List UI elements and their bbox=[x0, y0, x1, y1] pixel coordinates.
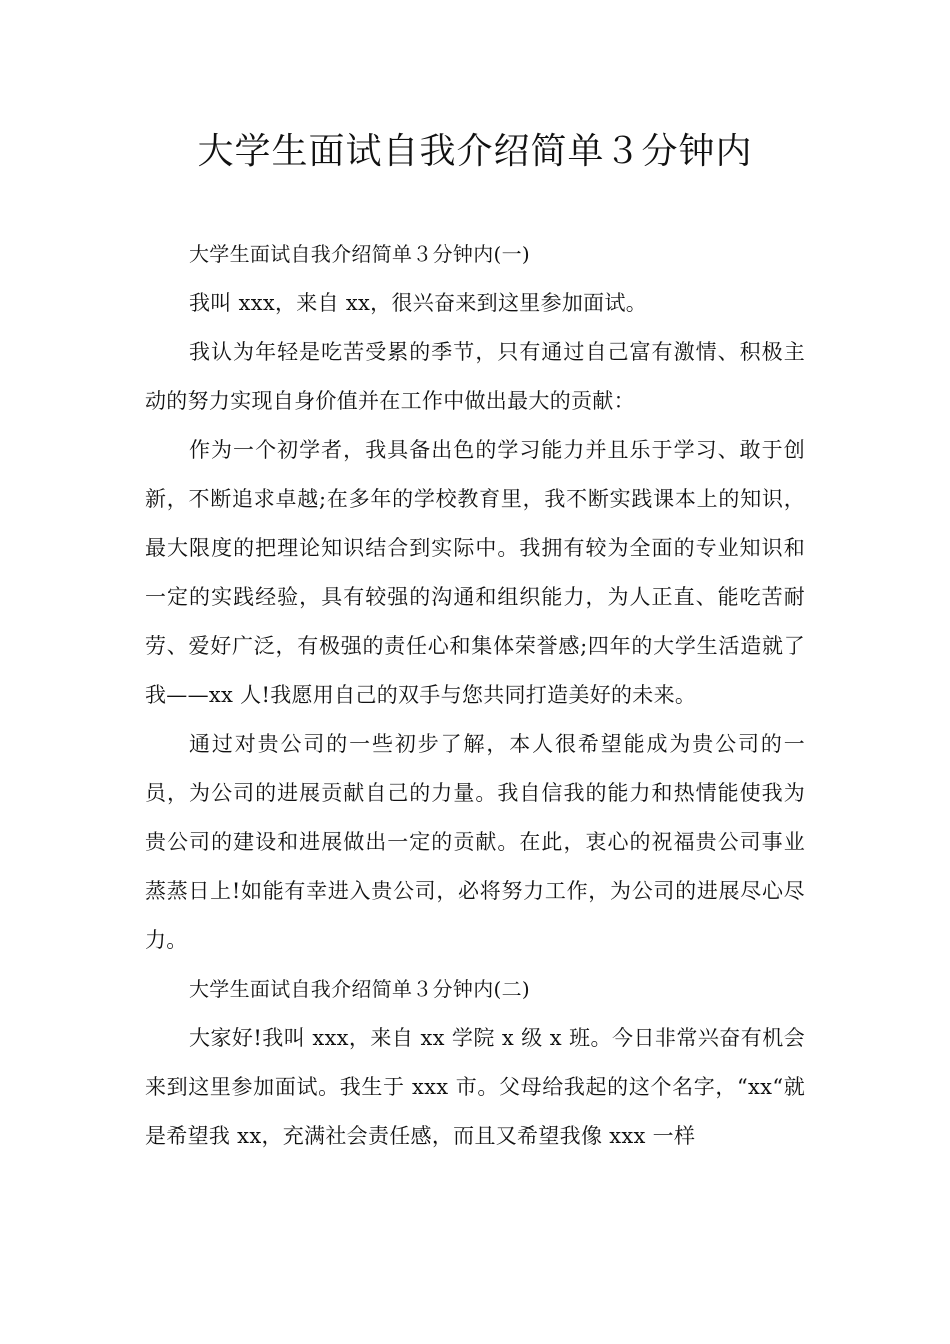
document-title: 大学生面试自我介绍简单３分钟内 bbox=[197, 131, 753, 172]
paragraph-abilities: 作为一个初学者，我具备出色的学习能力并且乐于学习、敢于创新，不断追求卓越;在多年的学校教育里，我不断实践课本上的知识，最大限度的把理论知识结合到实际中。我拥有较为全面的专业知识和一定的实践经验，具有较强的沟通和组织能力，为人正直、能吃苦耐劳、爱好广泛，有极强的责任心和集体荣誉感;四年的大学生活造就了我——xx 人!我愿用自己的双手与您共同打造美好的未来。 bbox=[145, 438, 805, 707]
section-heading-2: 大学生面试自我介绍简单３分钟内(二) bbox=[189, 977, 531, 1001]
paragraph-greeting: 大家好!我叫 xxx，来自 xx 学院 x 级 x 班。今日非常兴奋有机会来到这里参加面试。我生于 xxx 市。父母给我起的这个名字，“xx“就是希望我 xx，充满社会责任感，而且又希望我像 xxx 一样 bbox=[145, 1026, 805, 1148]
paragraph-intro: 我叫 xxx，来自 xx，很兴奋来到这里参加面试。 bbox=[189, 291, 648, 315]
document-body bbox=[145, 230, 805, 1161]
paragraph-company: 通过对贵公司的一些初步了解，本人很希望能成为贵公司的一员，为公司的进展贡献自己的力量。我自信我的能力和热情能使我为贵公司的建设和进展做出一定的贡献。在此，衷心的祝福贵公司事业蒸蒸日上!如能有幸进入贵公司，必将努力工作，为公司的进展尽心尽力。 bbox=[145, 732, 805, 952]
paragraph-belief: 我认为年轻是吃苦受累的季节，只有通过自己富有激情、积极主动的努力实现自身价值并在工作中做出最大的贡献： bbox=[145, 340, 805, 413]
section-heading-1: 大学生面试自我介绍简单３分钟内(一) bbox=[189, 242, 531, 266]
